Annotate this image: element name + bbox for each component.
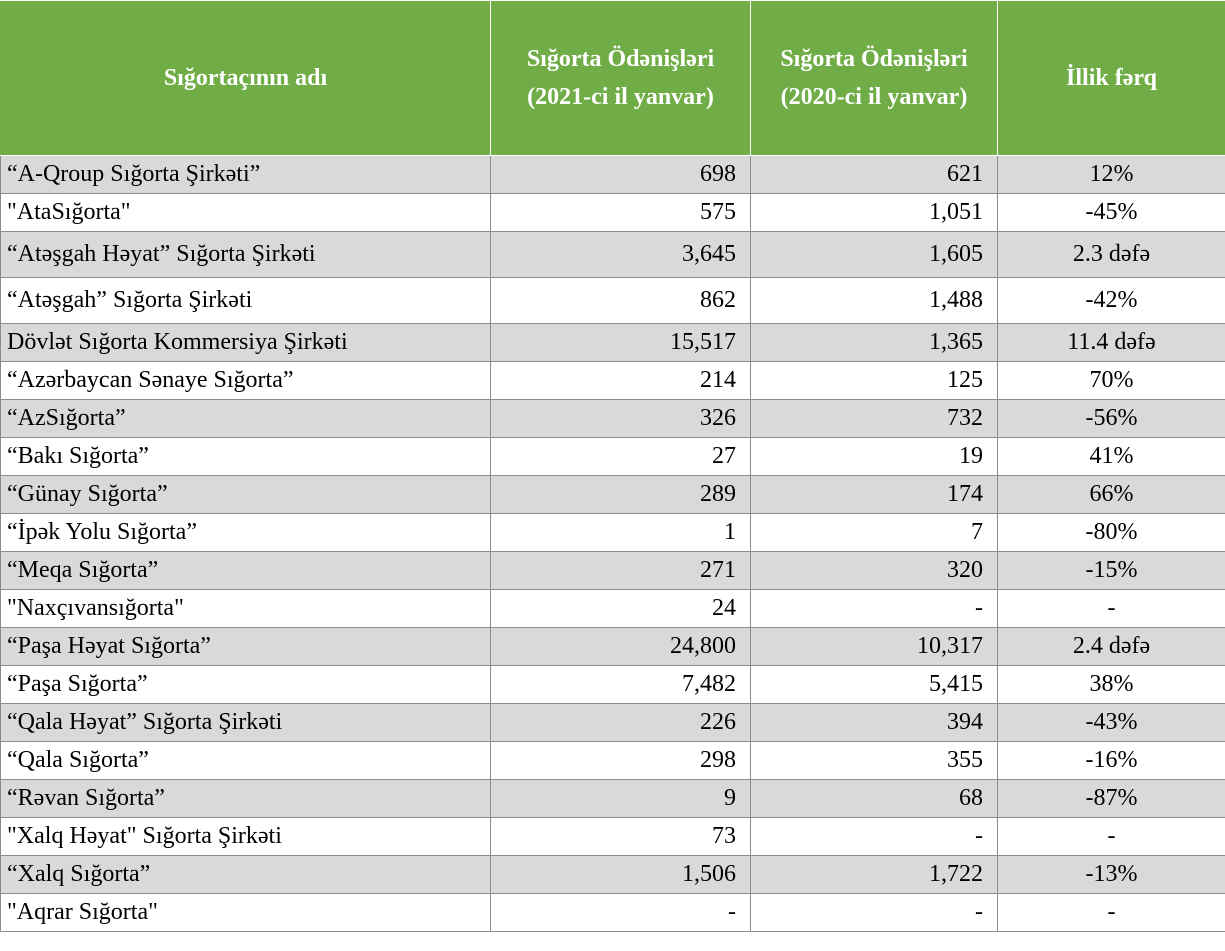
cell-payments-2020: 1,488 xyxy=(751,278,998,324)
cell-annual-difference: -43% xyxy=(998,704,1225,742)
table-row xyxy=(1,400,1225,438)
cell-insurer-name: “AzSığorta” xyxy=(1,400,491,438)
cell-annual-difference: -16% xyxy=(998,742,1225,780)
cell-annual-difference: -56% xyxy=(998,400,1225,438)
table-row xyxy=(1,742,1225,780)
table-row xyxy=(1,894,1225,932)
cell-annual-difference: - xyxy=(998,894,1225,932)
table-row xyxy=(1,628,1225,666)
cell-insurer-name: “Bakı Sığorta” xyxy=(1,438,491,476)
cell-payments-2021: 1,506 xyxy=(491,856,751,894)
table-row xyxy=(1,232,1225,278)
table-row xyxy=(1,476,1225,514)
cell-insurer-name: "Naxçıvansığorta" xyxy=(1,590,491,628)
table-row xyxy=(1,438,1225,476)
cell-annual-difference: 2.3 dəfə xyxy=(998,232,1225,278)
cell-payments-2020: - xyxy=(751,818,998,856)
cell-payments-2021: 226 xyxy=(491,704,751,742)
table-row xyxy=(1,194,1225,232)
cell-insurer-name: “Azərbaycan Sənaye Sığorta” xyxy=(1,362,491,400)
cell-insurer-name: “Xalq Sığorta” xyxy=(1,856,491,894)
cell-payments-2021: 73 xyxy=(491,818,751,856)
cell-insurer-name: “Paşa Sığorta” xyxy=(1,666,491,704)
cell-payments-2020: 7 xyxy=(751,514,998,552)
cell-payments-2021: 15,517 xyxy=(491,324,751,362)
header-insurer-name: Sığortaçının adı xyxy=(1,1,491,156)
table-row xyxy=(1,324,1225,362)
cell-payments-2020: 320 xyxy=(751,552,998,590)
cell-annual-difference: 38% xyxy=(998,666,1225,704)
cell-payments-2020: 394 xyxy=(751,704,998,742)
cell-annual-difference: -45% xyxy=(998,194,1225,232)
table-row xyxy=(1,552,1225,590)
cell-annual-difference: 66% xyxy=(998,476,1225,514)
cell-payments-2020: 1,605 xyxy=(751,232,998,278)
cell-payments-2020: 125 xyxy=(751,362,998,400)
table-row xyxy=(1,514,1225,552)
cell-payments-2021: 326 xyxy=(491,400,751,438)
cell-payments-2021: 698 xyxy=(491,156,751,194)
cell-insurer-name: "Xalq Həyat" Sığorta Şirkəti xyxy=(1,818,491,856)
cell-insurer-name: "AtaSığorta" xyxy=(1,194,491,232)
cell-payments-2021: 24 xyxy=(491,590,751,628)
cell-payments-2020: 1,722 xyxy=(751,856,998,894)
table-row xyxy=(1,780,1225,818)
cell-payments-2021: 7,482 xyxy=(491,666,751,704)
cell-insurer-name: “Atəşgah Həyat” Sığorta Şirkəti xyxy=(1,232,491,278)
cell-annual-difference: -80% xyxy=(998,514,1225,552)
cell-annual-difference: -87% xyxy=(998,780,1225,818)
cell-insurer-name: "Aqrar Sığorta" xyxy=(1,894,491,932)
cell-payments-2021: 214 xyxy=(491,362,751,400)
header-payments-2020: Sığorta Ödənişləri (2020-ci il yanvar) xyxy=(751,1,998,156)
cell-insurer-name: “Qala Sığorta” xyxy=(1,742,491,780)
table-row xyxy=(1,156,1225,194)
cell-insurer-name: “Atəşgah” Sığorta Şirkəti xyxy=(1,278,491,324)
cell-payments-2021: 3,645 xyxy=(491,232,751,278)
cell-insurer-name: “Günay Sığorta” xyxy=(1,476,491,514)
cell-payments-2021: 298 xyxy=(491,742,751,780)
cell-annual-difference: -42% xyxy=(998,278,1225,324)
table-row xyxy=(1,590,1225,628)
cell-payments-2020: 621 xyxy=(751,156,998,194)
cell-payments-2021: 1 xyxy=(491,514,751,552)
table-row xyxy=(1,362,1225,400)
cell-payments-2020: 1,051 xyxy=(751,194,998,232)
cell-payments-2021: 271 xyxy=(491,552,751,590)
cell-payments-2021: 24,800 xyxy=(491,628,751,666)
table-header xyxy=(1,1,1225,156)
cell-payments-2021: 575 xyxy=(491,194,751,232)
cell-payments-2021: 9 xyxy=(491,780,751,818)
cell-annual-difference: - xyxy=(998,590,1225,628)
cell-annual-difference: 41% xyxy=(998,438,1225,476)
cell-annual-difference: 2.4 dəfə xyxy=(998,628,1225,666)
table-row xyxy=(1,704,1225,742)
cell-insurer-name: Dövlət Sığorta Kommersiya Şirkəti xyxy=(1,324,491,362)
cell-annual-difference: - xyxy=(998,818,1225,856)
cell-insurer-name: “Meqa Sığorta” xyxy=(1,552,491,590)
cell-insurer-name: “İpək Yolu Sığorta” xyxy=(1,514,491,552)
cell-insurer-name: “Qala Həyat” Sığorta Şirkəti xyxy=(1,704,491,742)
cell-payments-2020: 174 xyxy=(751,476,998,514)
cell-payments-2021: - xyxy=(491,894,751,932)
table-row xyxy=(1,666,1225,704)
table-row xyxy=(1,856,1225,894)
cell-payments-2020: 5,415 xyxy=(751,666,998,704)
cell-payments-2020: 68 xyxy=(751,780,998,818)
cell-payments-2020: 10,317 xyxy=(751,628,998,666)
header-payments-2021: Sığorta Ödənişləri (2021-ci il yanvar) xyxy=(491,1,751,156)
cell-insurer-name: “Paşa Həyat Sığorta” xyxy=(1,628,491,666)
cell-annual-difference: 70% xyxy=(998,362,1225,400)
cell-payments-2020: 1,365 xyxy=(751,324,998,362)
cell-insurer-name: “A-Qroup Sığorta Şirkəti” xyxy=(1,156,491,194)
cell-payments-2021: 862 xyxy=(491,278,751,324)
cell-payments-2021: 27 xyxy=(491,438,751,476)
cell-payments-2020: - xyxy=(751,894,998,932)
cell-payments-2020: 355 xyxy=(751,742,998,780)
cell-payments-2020: 19 xyxy=(751,438,998,476)
header-row xyxy=(1,1,1225,156)
cell-payments-2020: - xyxy=(751,590,998,628)
cell-payments-2020: 732 xyxy=(751,400,998,438)
cell-payments-2021: 289 xyxy=(491,476,751,514)
table-row xyxy=(1,278,1225,324)
cell-insurer-name: “Rəvan Sığorta” xyxy=(1,780,491,818)
cell-annual-difference: -15% xyxy=(998,552,1225,590)
cell-annual-difference: 11.4 dəfə xyxy=(998,324,1225,362)
cell-annual-difference: -13% xyxy=(998,856,1225,894)
cell-annual-difference: 12% xyxy=(998,156,1225,194)
table-row xyxy=(1,818,1225,856)
table-body xyxy=(1,156,1225,932)
header-annual-difference: İllik fərq xyxy=(998,1,1225,156)
